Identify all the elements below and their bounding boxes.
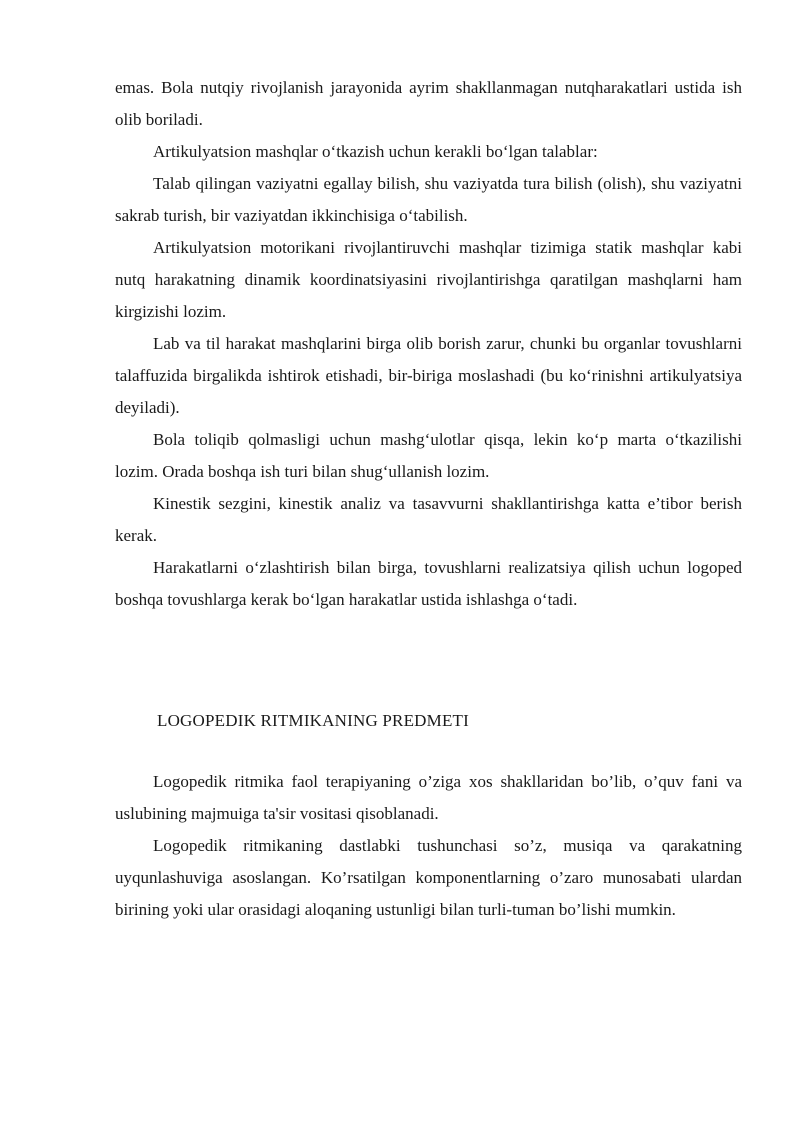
heading-spacer: [115, 737, 742, 766]
paragraph-continuation: emas. Bola nutqiy rivojlanish jarayonida ayrim shakllanmagan nutqharakatlari ustida ish olib boriladi.: [115, 78, 742, 129]
paragraph-motor-exercises: Artikulyatsion motorikani rivojlantiruvchi mashqlar tizimiga statik mashqlar kabi nutq harakatning dinamik koordinatsiyasini rivojlantirishga qaratilgan mashqlarni ham kirgizishi lozim.: [115, 238, 742, 321]
paragraph-sound-realization: Harakatlarni o‘zlashtirish bilan birga, tovushlarni realizatsiya qilish uchun logoped boshqa tovushlarga kerak bo‘lgan harakatlar ustida ishlashga o‘tadi.: [115, 558, 742, 609]
paragraph-logorhythmics-concept: Logopedik ritmikaning dastlabki tushunchasi so’z, musiqa va qarakatning uyqunlashuviga asoslangan. Ko’rsatilgan komponentlarning o’zaro munosabati ulardan birining yoki ular orasidagi aloqaning ustunligi bilan turli-tuman bo’lishi mumkin.: [115, 836, 742, 919]
document-body: [115, 72, 742, 926]
paragraph-requirements-intro: Artikulyatsion mashqlar o‘tkazish uchun kerakli bo‘lgan talablar:: [153, 142, 598, 161]
section-heading: LOGOPEDIK RITMIKANING PREDMETI: [157, 711, 469, 730]
paragraph-position-holding: Talab qilingan vaziyatni egallay bilish, shu vaziyatda tura bilish (olish), shu vaziyatni sakrab turish, bir vaziyatdan ikkinchisiga o‘tabilish.: [115, 174, 742, 225]
paragraph-fatigue: Bola toliqib qolmasligi uchun mashg‘ulotlar qisqa, lekin ko‘p marta o‘tkazilishi lozim. Orada boshqa ish turi bilan shug‘ullanish lozim.: [115, 430, 742, 481]
paragraph-lip-tongue: Lab va til harakat mashqlarini birga olib borish zarur, chunki bu organlar tovushlarni talaffuzida birgalikda ishtirok etishadi, bir-biriga moslashadi (bu ko‘rinishni artikulyatsiya deyiladi).: [115, 334, 742, 417]
paragraph-logorhythmics-definition: Logopedik ritmika faol terapiyaning o’ziga xos shakllaridan bo’lib, o’quv fani va uslubining majmuiga ta'sir vositasi qisoblanadi.: [115, 772, 742, 823]
paragraph-kinesthetic: Kinestik sezgini, kinestik analiz va tasavvurni shakllantirishga katta e’tibor berish kerak.: [115, 494, 742, 545]
